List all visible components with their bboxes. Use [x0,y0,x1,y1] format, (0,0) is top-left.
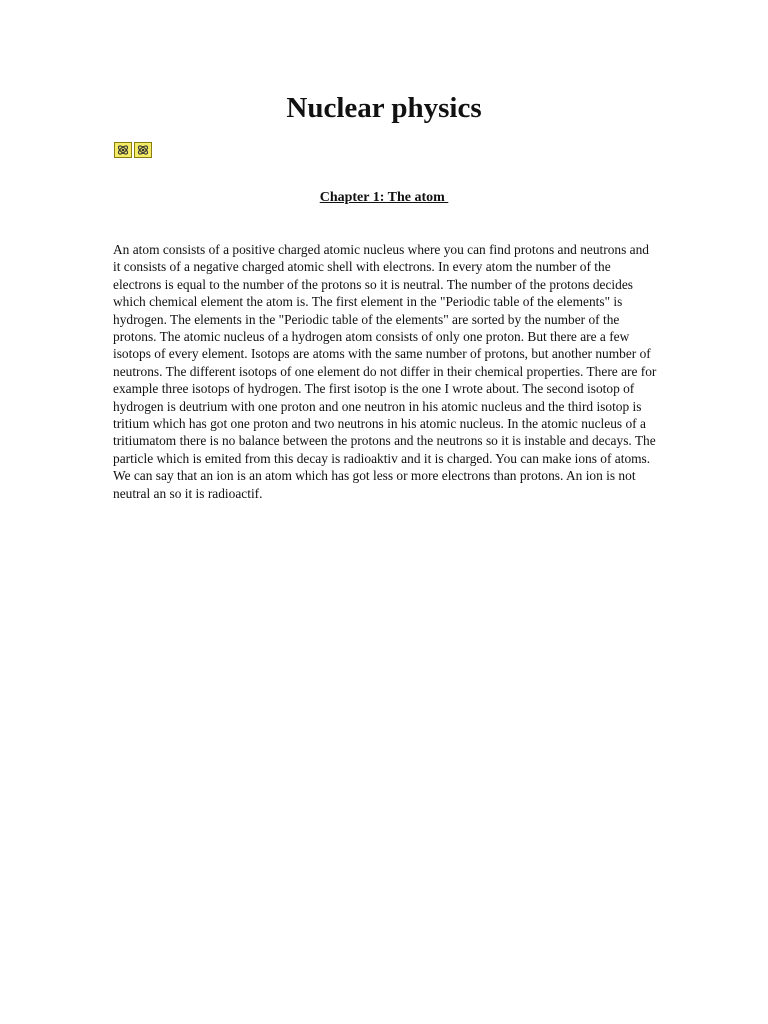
chapter-heading [0,189,768,207]
page-title: Nuclear physics [286,92,482,124]
atom-glyph-icon [134,142,152,158]
chapter-heading-text: Chapter 1: The atom [319,190,449,205]
atom-emblem-icon [114,142,152,158]
body-paragraph: An atom consists of a positive charged atomic nucleus where you can find protons and neutrons and it consists of a negative charged atomic shell with electrons. In every atom the number of the electrons is equal to the number of the protons so it is neutral. The number of the protons decides which chemical element the atom is. The first element in the "Periodic table of the elements" is hydrogen. The elements in the "Periodic table of the elements" are sorted by the number of the protons. The atomic nucleus of a hydrogen atom consists of only one proton. But there are a few isotops of every element. Isotops are atoms with the same number of protons, but another number of neutrons. The different isotops of one element do not differ in their chemical properties. There are for example three isotops of hydrogen. The first isotop is the one I wrote about. The second isotop of hydrogen is deutrium with one proton and one neutron in his atomic nucleus and the third isotop is tritium which has got one proton and two neutrons in his atomic nucleus. In the atomic nucleus of a tritiumatom there is no balance between the protons and the neutrons so it is instable and decays. The particle which is emited from this decay is radioaktiv and it is charged. You can make ions of atoms. We can say that an ion is an atom which has got less or more electrons than protons. An ion is not neutral an so it is radioactif. [113,242,657,501]
atom-glyph-icon [114,142,132,158]
